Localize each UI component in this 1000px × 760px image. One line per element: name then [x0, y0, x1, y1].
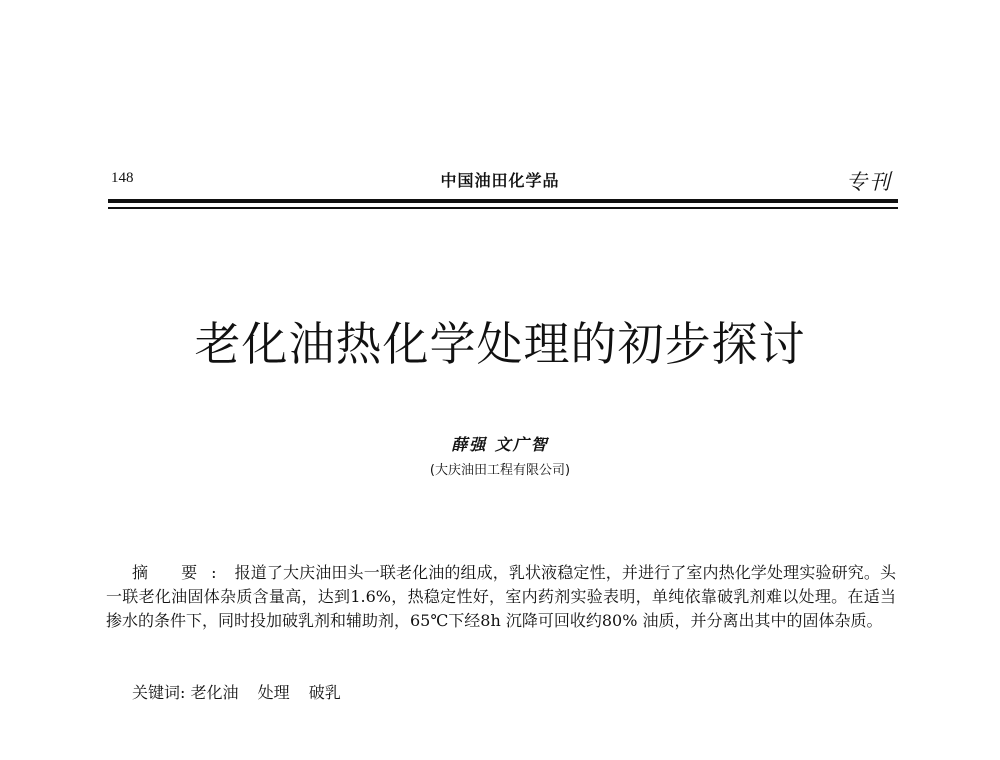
- keywords-label: 关键词:: [132, 683, 186, 702]
- abstract-text: 报道了大庆油田头一联老化油的组成，乳状液稳定性，并进行了室内热化学处理实验研究。头一联老化油固体杂质含量高，达到1.6%，热稳定性好，室内药剂实验表明，单纯依靠破乳剂难以处理。在适当掺水的条件下，同时投加破乳剂和辅助剂，65℃下经8h 沉降可回收约80% 油质，并分离出其中的固体杂质。: [106, 563, 896, 630]
- keyword-item: 处理: [257, 683, 290, 702]
- header-rule-thick: [108, 199, 898, 203]
- journal-name: 中国油田化学品: [440, 171, 560, 190]
- page-number: 148: [111, 170, 134, 186]
- article-title: 老化油热化学处理的初步探讨: [194, 317, 806, 371]
- abstract-label: 摘 要:: [132, 563, 231, 582]
- abstract: [106, 561, 896, 633]
- article-authors: 薛强 文广智: [451, 435, 549, 454]
- author-affiliation: (大庆油田工程有限公司): [429, 463, 571, 478]
- issue-label: 专刊: [846, 170, 892, 194]
- keyword-item: 破乳: [308, 683, 341, 702]
- header-rule-thin: [108, 207, 898, 209]
- keywords: [132, 681, 896, 705]
- keyword-item: 老化油: [190, 683, 239, 702]
